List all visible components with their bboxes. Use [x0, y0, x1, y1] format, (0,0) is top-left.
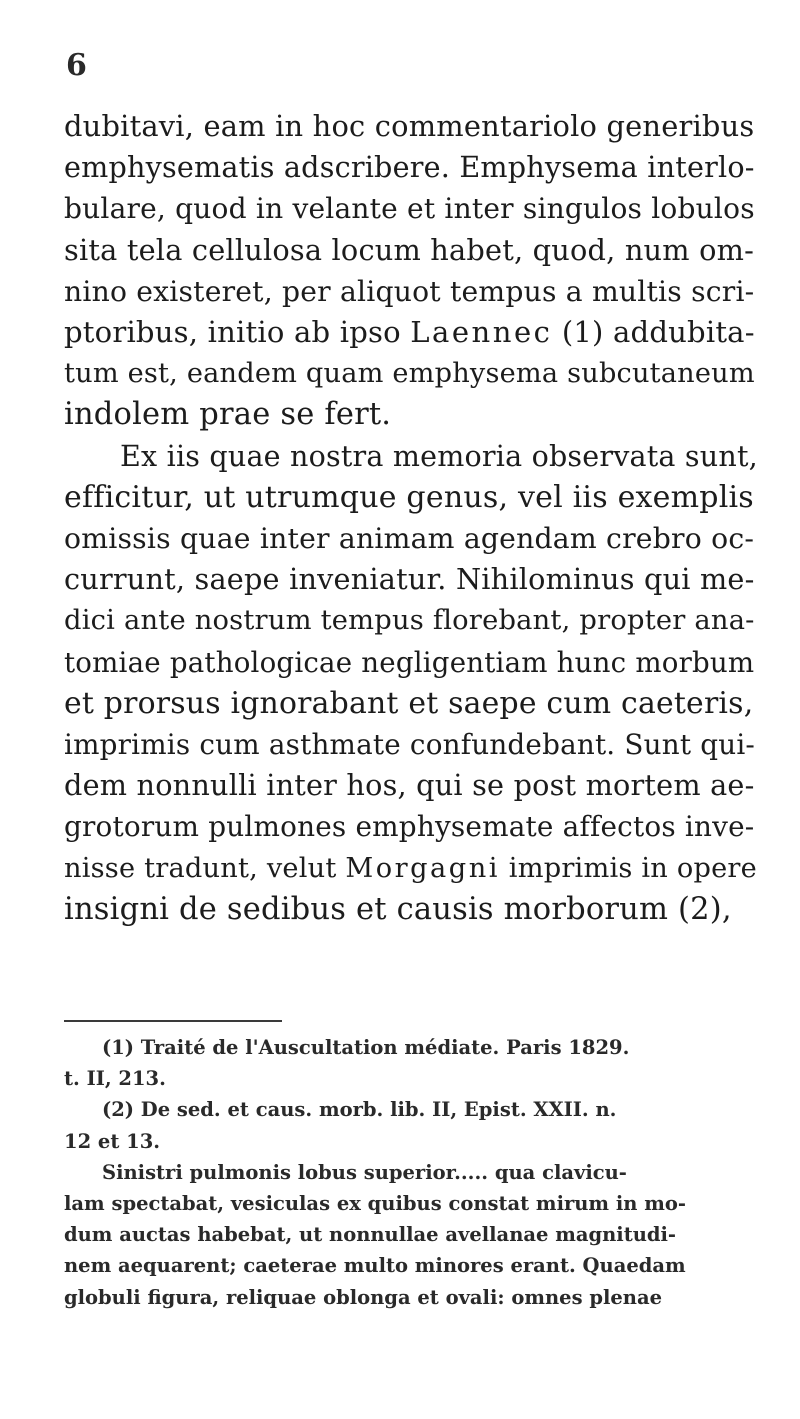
footnote-line: t. II, 213.	[64, 1067, 166, 1091]
text-fragment: imprimis in opere	[499, 852, 757, 884]
footnote-line: 12 et 13.	[64, 1129, 161, 1153]
text-line: tum est, eandem quam emphysema subcutaneum	[64, 358, 755, 390]
text-line: grotorum pulmones emphysemate affectos inve-	[64, 810, 755, 844]
author-name-laennec: Laennec	[410, 315, 553, 350]
author-name-morgagni: Morgagni	[345, 852, 500, 884]
text-line: nino existeret, per aliquot tempus a multis scri-	[64, 274, 755, 308]
footnotes	[64, 1032, 754, 1313]
text-fragment: (1) addubita-	[552, 315, 755, 350]
text-line: et prorsus ignorabant et saepe cum caeteris,	[64, 685, 754, 721]
paragraph-start-line: Ex iis quae nostra memoria observata sunt,	[120, 438, 758, 473]
footnote-line: nem aequarent; caeterae multo minores erant. Quaedam	[64, 1254, 686, 1278]
footnote-line: dum auctas habebat, ut nonnullae avellanae magnitudi-	[64, 1223, 677, 1247]
text-line: dici ante nostrum tempus florebant, propter ana-	[64, 605, 755, 637]
text-fragment: ptoribus, initio ab ipso	[64, 315, 411, 350]
text-line: omissis quae inter animam agendam crebro oc-	[64, 522, 755, 556]
footnote-line: globuli figura, reliquae oblonga et ovali: omnes plenae	[64, 1285, 663, 1309]
footnote-line: lam spectabat, vesiculas ex quibus constat mirum in mo-	[64, 1192, 686, 1216]
text-line	[64, 848, 757, 889]
text-line: dubitavi, eam in hoc commentariolo generibus	[64, 109, 755, 143]
footnote-line: (1) Traité de l'Auscultation médiate. Paris 1829.	[102, 1036, 630, 1059]
page-number: 6	[66, 48, 87, 83]
text-line	[64, 312, 754, 353]
text-line: currunt, saepe inveniatur. Nihilominus qui me-	[64, 562, 755, 597]
text-line: efficitur, ut utrumque genus, vel iis exemplis	[64, 479, 754, 515]
text-line: sita tela cellulosa locum habet, quod, num om-	[64, 232, 755, 267]
text-line: tomiae pathologicae negligentiam hunc morbum	[64, 645, 755, 679]
main-text	[64, 106, 758, 930]
footnote-divider	[64, 1020, 282, 1022]
footnote-line: (2) De sed. et caus. morb. lib. II, Epist. XXII. n.	[102, 1098, 617, 1122]
text-line: indolem prae se fert.	[64, 397, 392, 433]
text-line: dem nonnulli inter hos, qui se post mortem ae-	[64, 768, 755, 803]
text-line: emphysematis adscribere. Emphysema interlo-	[64, 150, 755, 185]
text-line: insigni de sedibus et causis morborum (2),	[64, 891, 732, 927]
footnote-line: Sinistri pulmonis lobus superior..... qua clavicu-	[102, 1160, 627, 1184]
text-line: bulare, quod in velante et inter singulos lobulos	[64, 192, 755, 226]
text-line: imprimis cum asthmate confundebant. Sunt qui-	[64, 728, 756, 762]
text-fragment: nisse tradunt, velut	[64, 852, 346, 884]
